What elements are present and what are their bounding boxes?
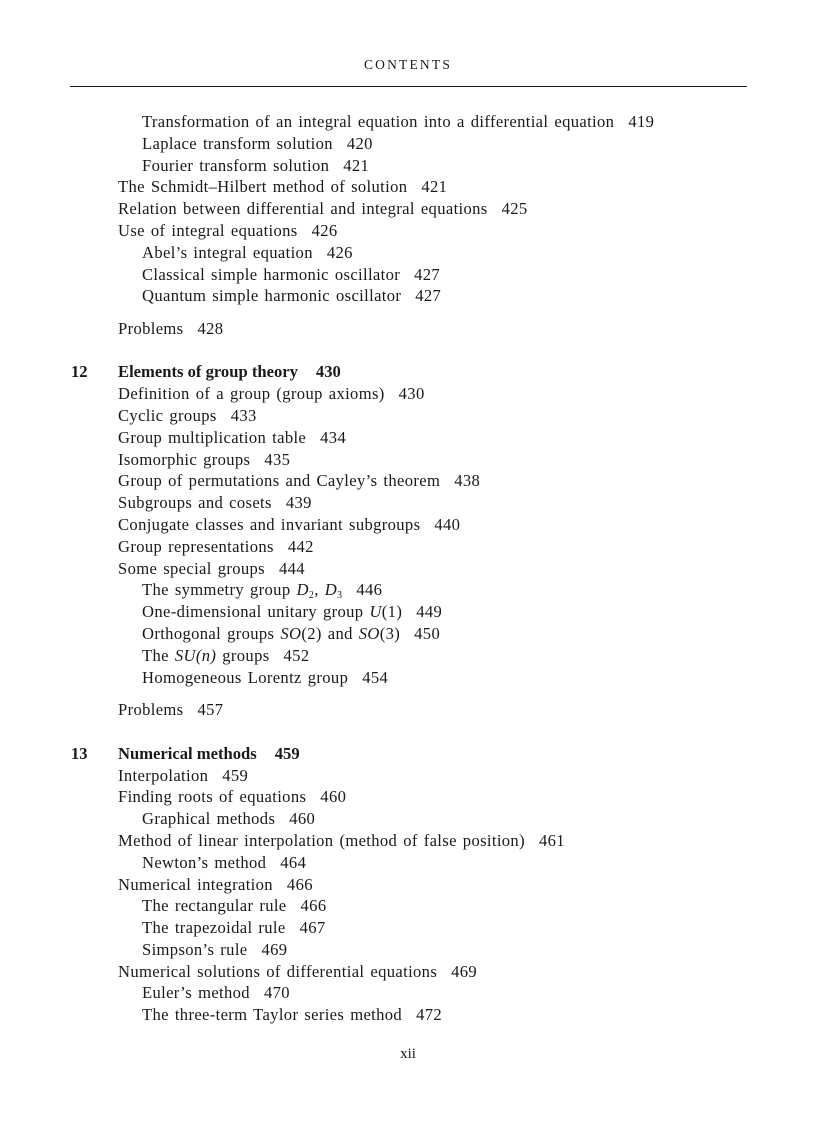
chapter-page: 430 [315, 362, 341, 382]
toc-entry-page: 426 [326, 242, 353, 262]
toc-entry [0, 427, 816, 449]
toc-entry-page: 470 [263, 983, 290, 1003]
math-argument: (n) [195, 645, 217, 665]
toc-entry [0, 852, 816, 874]
toc-entry-page: 419 [628, 112, 655, 131]
toc-entry-page: 434 [320, 427, 347, 447]
math-symbol: SU [174, 645, 196, 665]
toc-entry-page: 460 [289, 809, 316, 829]
toc-entry-title: Classical simple harmonic oscillator [142, 264, 401, 284]
toc-entry-page: 446 [356, 580, 383, 600]
toc-entry [0, 917, 816, 939]
math-argument: (2) [301, 624, 322, 644]
math-symbol: D [324, 580, 338, 600]
toc-entry-title-suffix: groups [216, 645, 270, 665]
toc-entry [0, 514, 816, 536]
toc-entry-title: Transformation of an integral equation into a differential equation [142, 112, 615, 131]
toc-entry [0, 667, 816, 689]
toc-entry-title: Conjugate classes and invariant subgroups [118, 515, 421, 535]
toc-entry-page: 421 [421, 177, 448, 197]
toc-entry-page: 459 [222, 765, 249, 785]
toc-entry [0, 111, 816, 133]
toc-entry-title: Group of permutations and Cayley’s theorem [118, 471, 441, 491]
toc-entry-page: 444 [279, 558, 305, 578]
toc-entry [0, 405, 816, 427]
math-symbol: SO [358, 624, 380, 644]
toc-entry-title: Simpson’s rule [142, 939, 248, 959]
page-number: xii [400, 1046, 416, 1062]
toc-entry [0, 264, 816, 286]
toc-entry-page: 469 [261, 939, 288, 959]
toc-entry [0, 133, 816, 155]
toc-entry-page: 464 [280, 852, 307, 872]
toc-entry-page: 466 [300, 896, 327, 916]
toc-entry-title: The symmetry group [142, 580, 297, 600]
math-subscript: 2 [308, 590, 315, 602]
toc-entry-title: Euler’s method [142, 983, 250, 1003]
header-rule [70, 86, 747, 87]
math-argument: (1) [381, 602, 403, 622]
math-symbol: D [296, 580, 309, 600]
toc-entry-title: Use of integral equations [118, 220, 298, 240]
toc-entry-page: 426 [311, 220, 338, 240]
toc-entry [0, 470, 816, 492]
toc-entry-title: Problems [118, 699, 184, 719]
toc-entry-title: Some special groups [118, 558, 265, 578]
toc-entry-title: Isomorphic groups [118, 449, 251, 469]
toc-entry-page: 450 [414, 624, 441, 644]
chapter-heading-12 [0, 361, 816, 383]
toc-entry-page: 449 [416, 602, 443, 622]
toc-entry [0, 874, 816, 896]
toc-entry-page: 430 [398, 384, 425, 404]
toc-entry-page: 439 [285, 493, 312, 513]
toc-entry-problems [0, 318, 816, 340]
toc-entry-title: Abel’s integral equation [142, 242, 313, 262]
toc-entry-orthogonal-groups [0, 623, 816, 645]
running-head: CONTENTS [363, 57, 453, 72]
toc-entry-page: 438 [454, 471, 481, 491]
toc-entry-title: Problems [118, 318, 184, 338]
toc-entry-page: 427 [414, 264, 441, 284]
math-separator: , [314, 580, 325, 600]
toc-entry-title: Orthogonal groups [142, 624, 281, 644]
toc-entry-title: Numerical solutions of differential equations [118, 961, 438, 981]
toc-entry-page: 435 [264, 449, 291, 469]
toc-entry-page: 460 [320, 787, 347, 807]
toc-entry [0, 765, 816, 787]
toc-entry-page: 466 [286, 874, 313, 894]
toc-entry-page: 420 [346, 133, 373, 153]
toc-entry-page: 467 [299, 918, 326, 938]
chapter-number: 13 [71, 743, 88, 763]
toc-entry-page: 469 [451, 961, 478, 981]
toc-entry-page: 461 [538, 830, 565, 850]
chapter-number: 12 [71, 362, 88, 382]
toc-entry-title: Group multiplication table [118, 427, 307, 447]
toc-entry [0, 558, 816, 580]
toc-entry-page: 425 [501, 199, 528, 219]
toc-entry-title: The Schmidt–Hilbert method of solution [118, 177, 408, 197]
toc-entry-symmetry-group [0, 579, 816, 601]
toc-entry [0, 961, 816, 983]
toc-entry-title: Numerical integration [118, 874, 273, 894]
toc-entry-page: 433 [230, 406, 257, 426]
toc-entry-problems [0, 699, 816, 721]
toc-entry [0, 155, 816, 177]
math-subscript: 3 [337, 590, 343, 602]
toc-entry-title: Relation between differential and integral equations [118, 199, 488, 219]
toc-entry-title: Interpolation [118, 765, 209, 785]
toc-entry-page: 457 [197, 699, 224, 719]
toc-entry-title: Homogeneous Lorentz group [142, 667, 349, 687]
toc-entry-title: Newton’s method [142, 852, 267, 872]
toc-entry-title: The trapezoidal rule [142, 918, 286, 938]
toc-entry-title: The three-term Taylor series method [142, 1005, 403, 1025]
toc-entry [0, 830, 816, 852]
toc-entry-title: Laplace transform solution [142, 133, 333, 153]
chapter-heading-13 [0, 743, 816, 765]
toc-entry-title: Definition of a group (group axioms) [118, 384, 385, 404]
chapter-title: Elements of group theory [118, 362, 298, 382]
toc-entry [0, 536, 816, 558]
toc-entry-page: 472 [416, 1005, 443, 1025]
toc-entry [0, 895, 816, 917]
toc-entry-page: 427 [415, 286, 442, 306]
toc-entry [0, 176, 816, 198]
toc-entry-title: The [142, 645, 175, 665]
toc-list [0, 111, 816, 1026]
toc-entry [0, 449, 816, 471]
toc-entry-unitary-group [0, 601, 816, 623]
toc-entry [0, 492, 816, 514]
toc-entry-title: Method of linear interpolation (method of false position) [118, 830, 525, 850]
toc-entry-page: 442 [287, 536, 314, 556]
toc-entry-title: Quantum simple harmonic oscillator [142, 286, 402, 306]
toc-entry [0, 285, 816, 307]
toc-entry-title: One-dimensional unitary group [142, 602, 370, 622]
toc-entry [0, 939, 816, 961]
toc-entry-page: 454 [362, 667, 389, 687]
toc-entry [0, 982, 816, 1004]
toc-entry [0, 242, 816, 264]
toc-entry-page: 440 [434, 515, 461, 535]
toc-entry [0, 786, 816, 808]
toc-entry-sun-groups [0, 645, 816, 667]
toc-entry-page: 421 [343, 155, 370, 175]
toc-entry [0, 383, 816, 405]
toc-entry [0, 220, 816, 242]
math-symbol: U [369, 602, 382, 622]
math-argument: (3) [379, 624, 401, 644]
toc-entry-page: 452 [283, 645, 310, 665]
toc-entry-title: Subgroups and cosets [118, 493, 272, 513]
toc-entry-conjunction: and [321, 624, 359, 644]
toc-entry-title: The rectangular rule [142, 896, 287, 916]
toc-entry-title: Group representations [118, 536, 274, 556]
toc-entry [0, 198, 816, 220]
toc-entry-title: Cyclic groups [118, 406, 217, 426]
toc-entry-title: Fourier transform solution [142, 155, 330, 175]
toc-entry-title: Graphical methods [142, 809, 276, 829]
toc-entry [0, 808, 816, 830]
chapter-title: Numerical methods [118, 743, 257, 763]
toc-entry [0, 1004, 816, 1026]
toc-entry-title: Finding roots of equations [118, 787, 307, 807]
toc-entry-page: 428 [197, 318, 224, 338]
math-symbol: SO [280, 624, 302, 644]
chapter-page: 459 [274, 743, 300, 763]
